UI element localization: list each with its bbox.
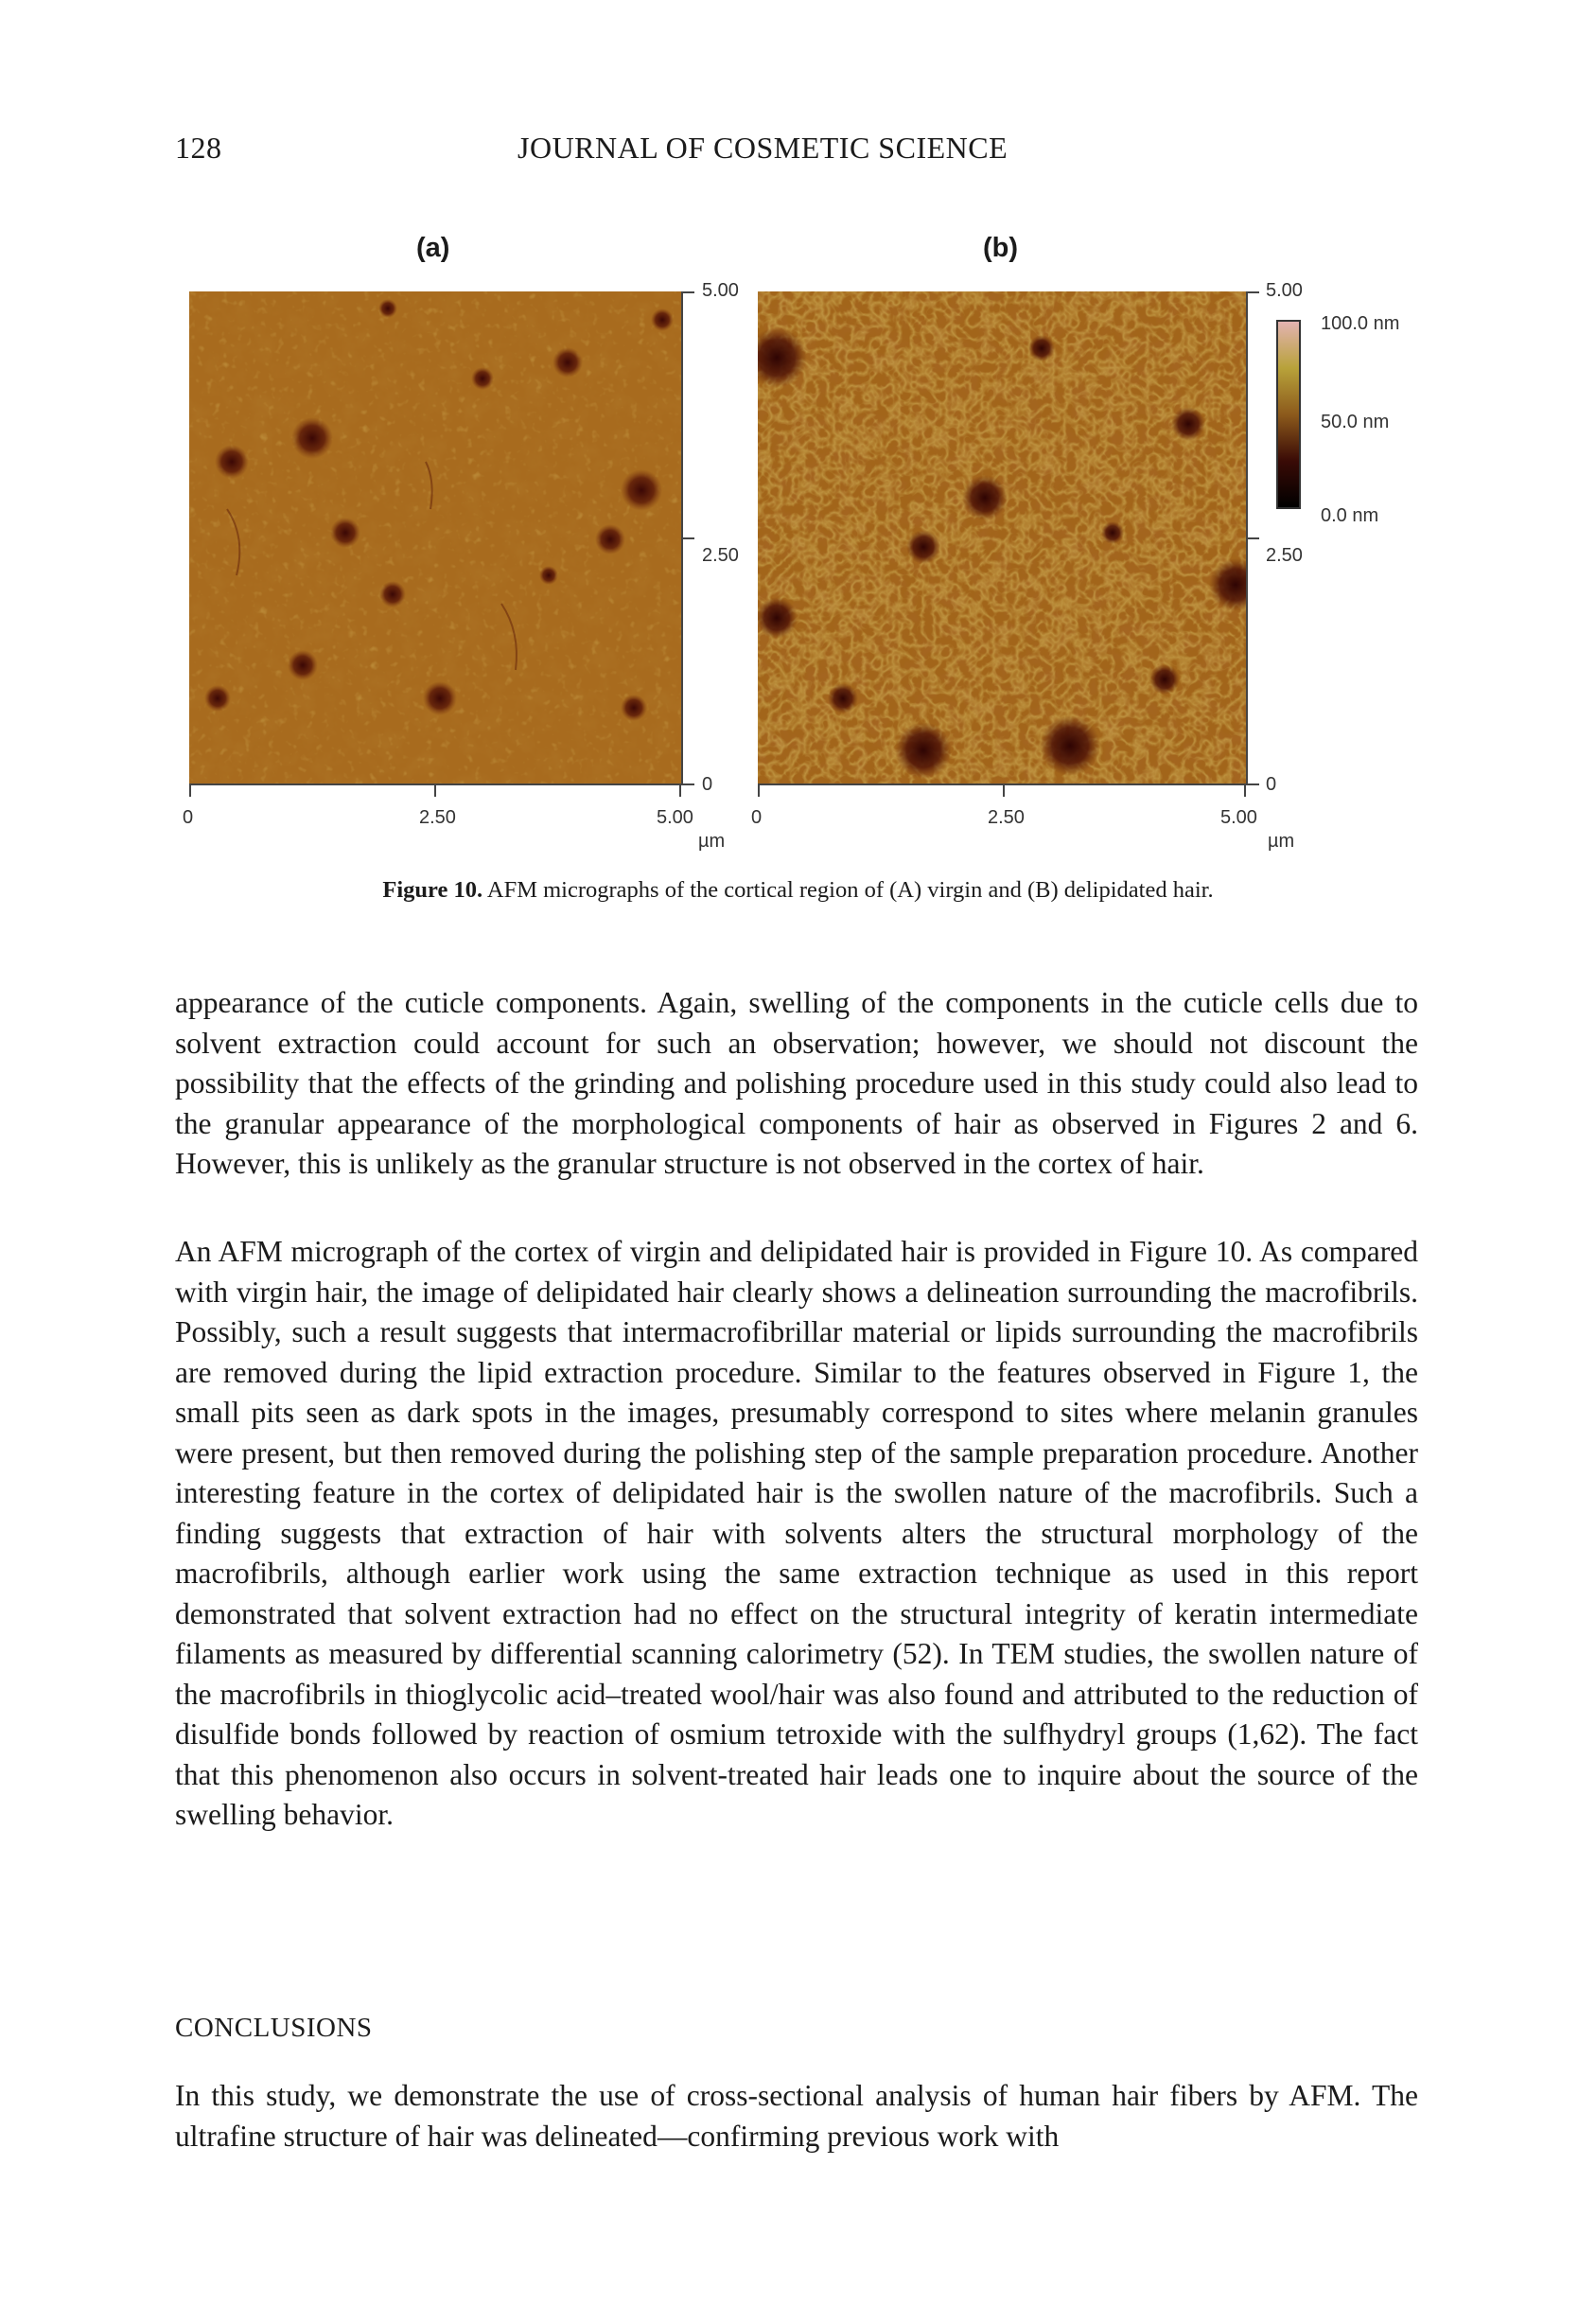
y-tick-label-b-0: 5.00: [1266, 280, 1303, 301]
section-heading-conclusions: CONCLUSIONS: [175, 2013, 373, 2043]
y-tick-a-2: [681, 783, 694, 785]
panel-a-label: (a): [416, 233, 450, 263]
body-paragraph: An AFM micrograph of the cortex of virgin and delipidated hair is provided in Figure 10. As compared with virgin hair, the image of delipidated hair clearly shows a delineation surrounding the macrofibrils. Possibly, such a result suggests that intermacrofibrillar material or lipids surrounding the macrofibrils are removed during the lipid extraction procedure. Similar to the features observed in Figure 1, the small pits seen as dark spots in the images, presumably correspond to sites where melanin granules were present, but then removed during the polishing step of the sample preparation procedure. Another interesting feature in the cortex of delipidated hair is the swollen nature of the macrofibrils. Such a finding suggests that extraction of hair with solvents alters the structural morphology of the macrofibrils, although earlier work using the same extraction technique as used in this report demonstrated that solvent extraction had no effect on the structural integrity of keratin intermediate filaments as measured by differential scanning calorimetry (52). In TEM studies, the swollen nature of the macrofibrils in thioglycolic acid–treated wool/hair was also found and attributed to the reduction of disulfide bonds followed by reaction of osmium tetroxide with the sulfhydryl groups (1,62). The fact that this phenomenon also occurs in solvent-treated hair leads one to inquire about the source of the swelling behavior.: [175, 1235, 1418, 1831]
y-tick-label-b-1: 2.50: [1266, 545, 1303, 566]
y-tick-label-b-2: 0: [1266, 774, 1277, 795]
afm-image-virgin-hair: [189, 291, 681, 783]
conclusion-paragraph: In this study, we demonstrate the use of cross-sectional analysis of human hair fibers by AFM. The ultrafine structure of hair was delineated—confirming previous work with: [175, 2079, 1418, 2153]
x-tick-a-0: [189, 783, 191, 797]
y-tick-label-a-1: 2.50: [702, 545, 739, 566]
x-unit-a: µm: [698, 831, 726, 852]
x-tick-label-a-2: 5.00: [657, 807, 693, 828]
x-tick-label-b-2: 5.00: [1220, 807, 1257, 828]
y-tick-label-a-0: 5.00: [702, 280, 739, 301]
figure-caption-label: Figure 10.: [382, 877, 483, 903]
x-tick-label-a-1: 2.50: [419, 807, 456, 828]
x-axis-b: [758, 783, 1246, 785]
x-tick-a-1: [434, 783, 436, 797]
y-tick-a-1: [681, 537, 694, 539]
x-tick-b-2: [1244, 783, 1246, 797]
x-tick-label-b-0: 0: [751, 807, 763, 828]
y-tick-b-2: [1246, 783, 1259, 785]
page-number: 128: [175, 131, 222, 165]
y-tick-b-0: [1246, 291, 1259, 293]
color-scale-bar: [1276, 320, 1301, 509]
color-scale-label-mid: 50.0 nm: [1321, 412, 1390, 432]
x-tick-b-0: [758, 783, 760, 797]
color-scale-label-min: 0.0 nm: [1321, 505, 1379, 526]
x-tick-label-b-1: 2.50: [988, 807, 1025, 828]
panel-b-label: (b): [983, 233, 1019, 263]
body-paragraph: appearance of the cuticle components. Again, swelling of the components in the cuticle cells due to solvent extraction could account for such an observation; however, we should not discount the possibility that the effects of the grinding and polishing procedure used in this study could also lead to the granular appearance of the morphological components of hair as observed in Figures 2 and 6. However, this is unlikely as the granular structure is not observed in the cortex of hair.: [175, 986, 1418, 1180]
y-tick-label-a-2: 0: [702, 774, 713, 795]
x-tick-a-2: [679, 783, 681, 797]
journal-title: JOURNAL OF COSMETIC SCIENCE: [517, 131, 1008, 165]
x-tick-b-1: [1003, 783, 1005, 797]
figure-caption: [0, 877, 1596, 904]
color-scale-label-max: 100.0 nm: [1321, 313, 1400, 334]
x-unit-b: µm: [1268, 831, 1295, 852]
figure-caption-text: AFM micrographs of the cortical region of (A) virgin and (B) delipidated hair.: [486, 877, 1214, 903]
y-tick-a-0: [681, 291, 694, 293]
afm-image-delipidated-hair: [758, 291, 1246, 783]
x-tick-label-a-0: 0: [183, 807, 194, 828]
y-tick-b-1: [1246, 537, 1259, 539]
